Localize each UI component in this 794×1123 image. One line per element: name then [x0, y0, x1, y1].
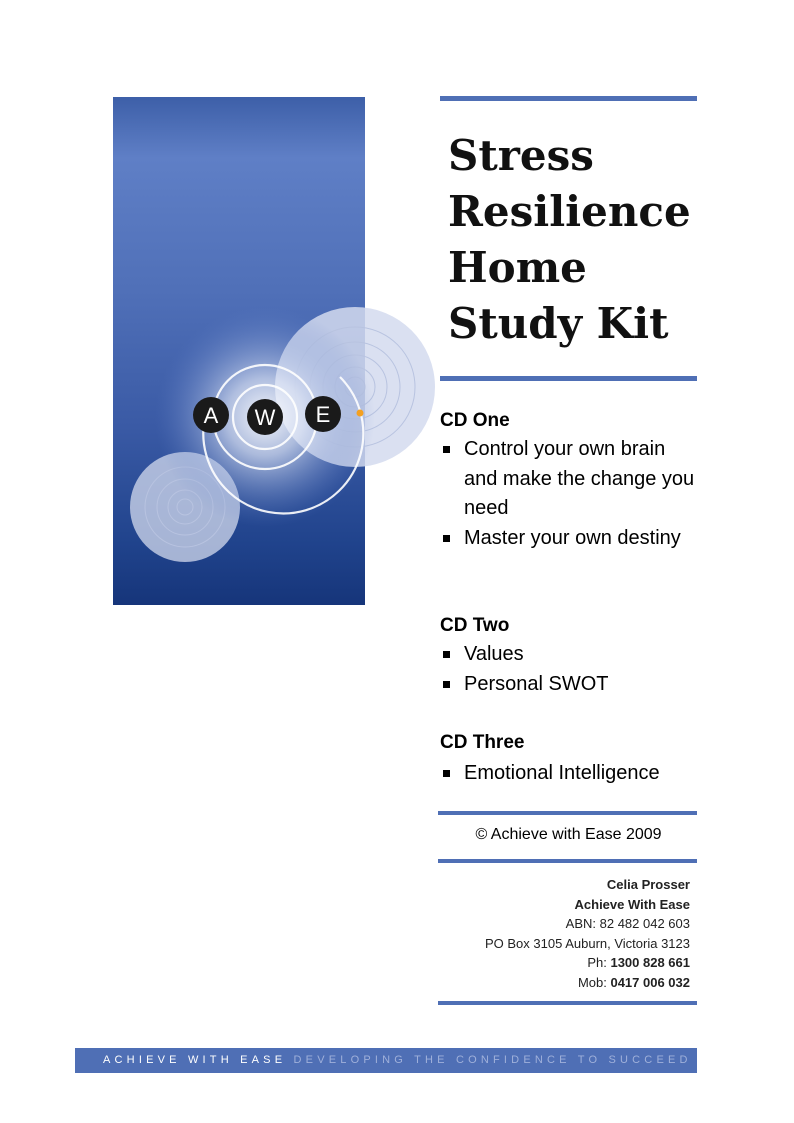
divider-top [440, 96, 697, 101]
contact-name: Celia Prosser [606, 877, 690, 892]
list-item-text: Control your own brain and make the change you need [464, 438, 695, 519]
list-item [440, 640, 700, 670]
contact-address: PO Box 3105 Auburn, Victoria 3123 [484, 935, 690, 951]
footer-banner [75, 1048, 697, 1073]
document-title [448, 128, 698, 352]
contact-abn: ABN: 82 482 042 603 [565, 916, 690, 932]
footer-tagline: DEVELOPING THE CONFIDENCE TO SUCCEED [293, 1054, 692, 1066]
phone-number[interactable]: 1300 828 661 [610, 955, 690, 971]
mobile-label: Mob: [577, 974, 607, 990]
bullet-square-icon [443, 651, 450, 658]
divider-contact-bottom [438, 1001, 697, 1005]
bullet-square-icon [443, 681, 450, 688]
bullet-square-icon [443, 446, 450, 453]
divider-title-bottom [440, 376, 697, 381]
accent-dot [357, 410, 364, 417]
cd-three-list [440, 759, 700, 789]
mobile-number[interactable]: 0417 006 032 [610, 974, 690, 990]
list-item [440, 435, 700, 524]
divider-copyright-bottom [438, 859, 697, 863]
list-item [440, 759, 700, 789]
list-item-text: Master your own destiny [464, 526, 681, 549]
copyright-notice: © Achieve with Ease 2009 [475, 826, 662, 843]
logo-panel [113, 97, 365, 605]
title-line-2: Resilience [448, 187, 691, 236]
awe-letters [193, 396, 341, 435]
bullet-square-icon [443, 535, 450, 542]
list-item [440, 670, 700, 700]
list-item-text: Values [464, 643, 524, 665]
logo-letter-e: E [315, 402, 331, 427]
section-heading-cd-one: CD One [440, 410, 510, 431]
contact-company: Achieve With Ease [574, 896, 690, 912]
logo-letter-w: W [254, 405, 276, 430]
contact-mobile-row [440, 973, 690, 993]
bullet-square-icon [443, 770, 450, 777]
logo-letter-a: A [203, 403, 219, 428]
title-line-4: Study Kit [448, 299, 669, 348]
cd-two-list [440, 640, 700, 699]
section-heading-cd-three: CD Three [440, 732, 525, 753]
title-line-3: Home [448, 243, 587, 292]
list-item [440, 524, 700, 554]
divider-copyright-top [438, 811, 697, 815]
list-item-text: Personal SWOT [464, 672, 609, 695]
footer-brand: ACHIEVE WITH EASE [103, 1054, 287, 1066]
contact-block [440, 875, 690, 993]
title-line-1: Stress [448, 131, 594, 180]
list-item-text: Emotional Intelligence [464, 762, 660, 784]
phone-label: Ph: [587, 955, 607, 971]
contact-phone-row [440, 953, 690, 973]
section-heading-cd-two: CD Two [440, 615, 510, 636]
cd-one-list [440, 435, 700, 553]
